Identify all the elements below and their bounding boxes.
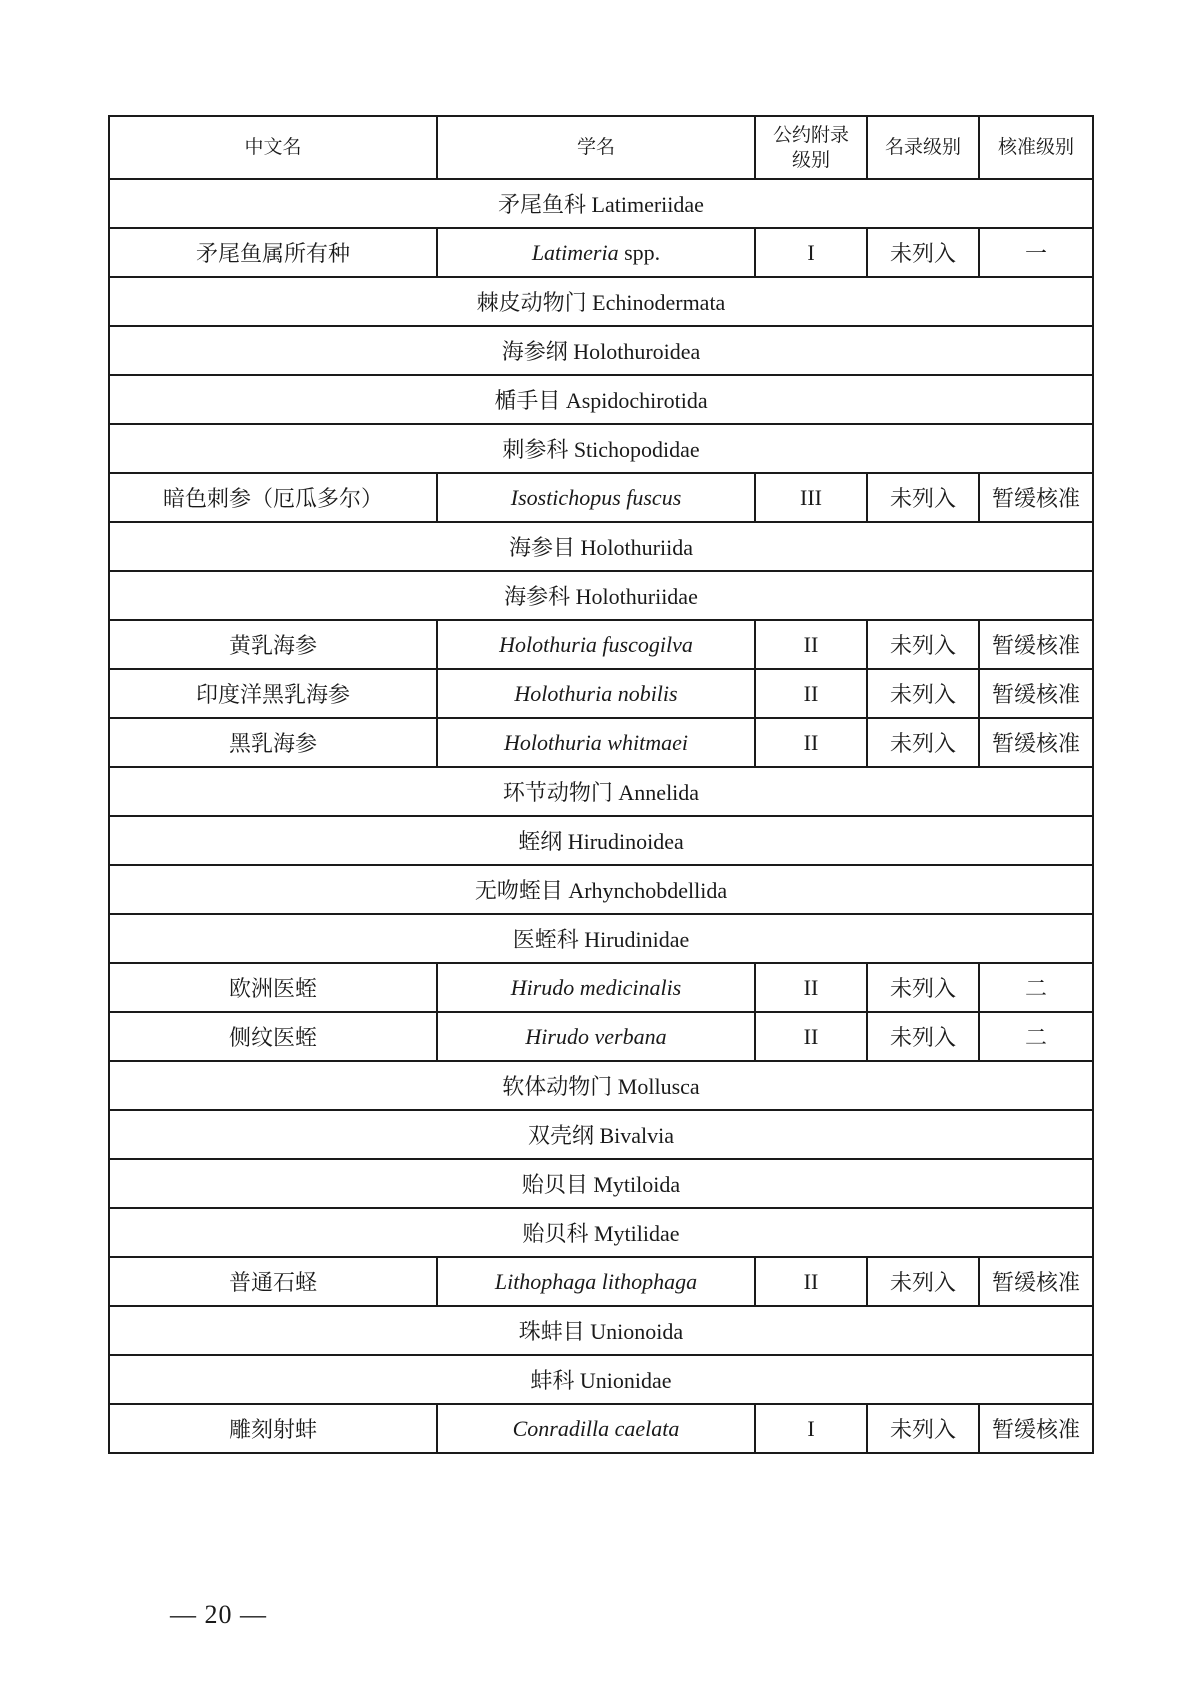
species-scientific-name bbox=[437, 963, 755, 1012]
scientific-name-italic: Conradilla caelata bbox=[512, 1415, 680, 1441]
taxon-group-row bbox=[109, 1306, 1093, 1355]
approval-level: 暂缓核准 bbox=[979, 473, 1093, 522]
species-scientific-name bbox=[437, 669, 755, 718]
table-body bbox=[109, 179, 1093, 1453]
appendix-level: I bbox=[755, 1404, 867, 1453]
taxon-group-label: 海参纲 Holothuroidea bbox=[109, 326, 1093, 375]
species-chinese-name: 侧纹医蛭 bbox=[109, 1012, 437, 1061]
taxon-group-row bbox=[109, 375, 1093, 424]
taxon-group-row bbox=[109, 1159, 1093, 1208]
approval-level: 二 bbox=[979, 963, 1093, 1012]
species-row bbox=[109, 1404, 1093, 1453]
list-level: 未列入 bbox=[867, 1012, 979, 1061]
appendix-level: II bbox=[755, 963, 867, 1012]
taxon-group-label: 楯手目 Aspidochirotida bbox=[109, 375, 1093, 424]
species-row bbox=[109, 1257, 1093, 1306]
scientific-name-italic: Isostichopus fuscus bbox=[510, 484, 682, 510]
taxon-group-row bbox=[109, 522, 1093, 571]
taxon-group-label: 刺参科 Stichopodidae bbox=[109, 424, 1093, 473]
species-row bbox=[109, 620, 1093, 669]
appendix-level: II bbox=[755, 620, 867, 669]
species-row bbox=[109, 718, 1093, 767]
species-table bbox=[108, 115, 1094, 1454]
taxon-group-label: 蚌科 Unionidae bbox=[109, 1355, 1093, 1404]
taxon-group-row bbox=[109, 326, 1093, 375]
approval-level: 暂缓核准 bbox=[979, 669, 1093, 718]
taxon-group-row bbox=[109, 1061, 1093, 1110]
approval-level: 一 bbox=[979, 228, 1093, 277]
species-scientific-name bbox=[437, 1404, 755, 1453]
species-chinese-name: 欧洲医蛭 bbox=[109, 963, 437, 1012]
scientific-name-italic: Latimeria bbox=[531, 239, 619, 265]
approval-level: 暂缓核准 bbox=[979, 1257, 1093, 1306]
list-level: 未列入 bbox=[867, 669, 979, 718]
taxon-group-row bbox=[109, 767, 1093, 816]
header-appendix-level: 公约附录级别 bbox=[755, 116, 867, 179]
header-chinese-name: 中文名 bbox=[109, 116, 437, 179]
scientific-name-italic: Holothuria whitmaei bbox=[504, 729, 688, 755]
species-row bbox=[109, 963, 1093, 1012]
species-scientific-name bbox=[437, 1012, 755, 1061]
appendix-level: II bbox=[755, 1257, 867, 1306]
appendix-level: II bbox=[755, 718, 867, 767]
species-chinese-name: 矛尾鱼属所有种 bbox=[109, 228, 437, 277]
header-list-level: 名录级别 bbox=[867, 116, 979, 179]
taxon-group-row bbox=[109, 914, 1093, 963]
taxon-group-label: 珠蚌目 Unionoida bbox=[109, 1306, 1093, 1355]
taxon-group-row bbox=[109, 1110, 1093, 1159]
list-level: 未列入 bbox=[867, 473, 979, 522]
taxon-group-label: 海参目 Holothuriida bbox=[109, 522, 1093, 571]
scientific-name-italic: Holothuria nobilis bbox=[514, 680, 678, 706]
species-scientific-name bbox=[437, 1257, 755, 1306]
taxon-group-row bbox=[109, 571, 1093, 620]
taxon-group-label: 无吻蛭目 Arhynchobdellida bbox=[109, 865, 1093, 914]
species-chinese-name: 黑乳海参 bbox=[109, 718, 437, 767]
taxon-group-row bbox=[109, 424, 1093, 473]
taxon-group-label: 双壳纲 Bivalvia bbox=[109, 1110, 1093, 1159]
taxon-group-label: 棘皮动物门 Echinodermata bbox=[109, 277, 1093, 326]
page-number: — 20 — bbox=[170, 1600, 267, 1629]
species-scientific-name bbox=[437, 473, 755, 522]
list-level: 未列入 bbox=[867, 1404, 979, 1453]
taxon-group-label: 贻贝目 Mytiloida bbox=[109, 1159, 1093, 1208]
taxon-group-label: 海参科 Holothuriidae bbox=[109, 571, 1093, 620]
species-chinese-name: 普通石蛏 bbox=[109, 1257, 437, 1306]
scientific-name-italic: Holothuria fuscogilva bbox=[499, 631, 693, 657]
taxon-group-row bbox=[109, 1208, 1093, 1257]
table-header-row bbox=[109, 116, 1093, 179]
list-level: 未列入 bbox=[867, 963, 979, 1012]
approval-level: 暂缓核准 bbox=[979, 620, 1093, 669]
species-chinese-name: 印度洋黑乳海参 bbox=[109, 669, 437, 718]
species-chinese-name: 黄乳海参 bbox=[109, 620, 437, 669]
scientific-name-italic: Hirudo verbana bbox=[525, 1023, 667, 1049]
list-level: 未列入 bbox=[867, 718, 979, 767]
taxon-group-row bbox=[109, 179, 1093, 228]
appendix-level: II bbox=[755, 669, 867, 718]
taxon-group-row bbox=[109, 865, 1093, 914]
taxon-group-label: 医蛭科 Hirudinidae bbox=[109, 914, 1093, 963]
species-row bbox=[109, 228, 1093, 277]
list-level: 未列入 bbox=[867, 228, 979, 277]
scientific-name-italic: Hirudo medicinalis bbox=[510, 974, 682, 1000]
species-chinese-name: 雕刻射蚌 bbox=[109, 1404, 437, 1453]
taxon-group-row bbox=[109, 1355, 1093, 1404]
scientific-name-suffix: spp. bbox=[618, 239, 661, 265]
taxon-group-row bbox=[109, 816, 1093, 865]
appendix-level: III bbox=[755, 473, 867, 522]
list-level: 未列入 bbox=[867, 620, 979, 669]
header-scientific-name: 学名 bbox=[437, 116, 755, 179]
taxon-group-label: 贻贝科 Mytilidae bbox=[109, 1208, 1093, 1257]
species-row bbox=[109, 1012, 1093, 1061]
header-approval-level: 核准级别 bbox=[979, 116, 1093, 179]
species-scientific-name bbox=[437, 228, 755, 277]
list-level: 未列入 bbox=[867, 1257, 979, 1306]
appendix-level: I bbox=[755, 228, 867, 277]
species-row bbox=[109, 669, 1093, 718]
species-row bbox=[109, 473, 1093, 522]
species-scientific-name bbox=[437, 620, 755, 669]
appendix-level: II bbox=[755, 1012, 867, 1061]
taxon-group-label: 软体动物门 Mollusca bbox=[109, 1061, 1093, 1110]
taxon-group-label: 环节动物门 Annelida bbox=[109, 767, 1093, 816]
species-chinese-name: 暗色刺参（厄瓜多尔） bbox=[109, 473, 437, 522]
approval-level: 二 bbox=[979, 1012, 1093, 1061]
scientific-name-italic: Lithophaga lithophaga bbox=[494, 1268, 698, 1294]
taxon-group-row bbox=[109, 277, 1093, 326]
taxon-group-label: 蛭纲 Hirudinoidea bbox=[109, 816, 1093, 865]
approval-level: 暂缓核准 bbox=[979, 718, 1093, 767]
approval-level: 暂缓核准 bbox=[979, 1404, 1093, 1453]
taxon-group-label: 矛尾鱼科 Latimeriidae bbox=[109, 179, 1093, 228]
species-scientific-name bbox=[437, 718, 755, 767]
